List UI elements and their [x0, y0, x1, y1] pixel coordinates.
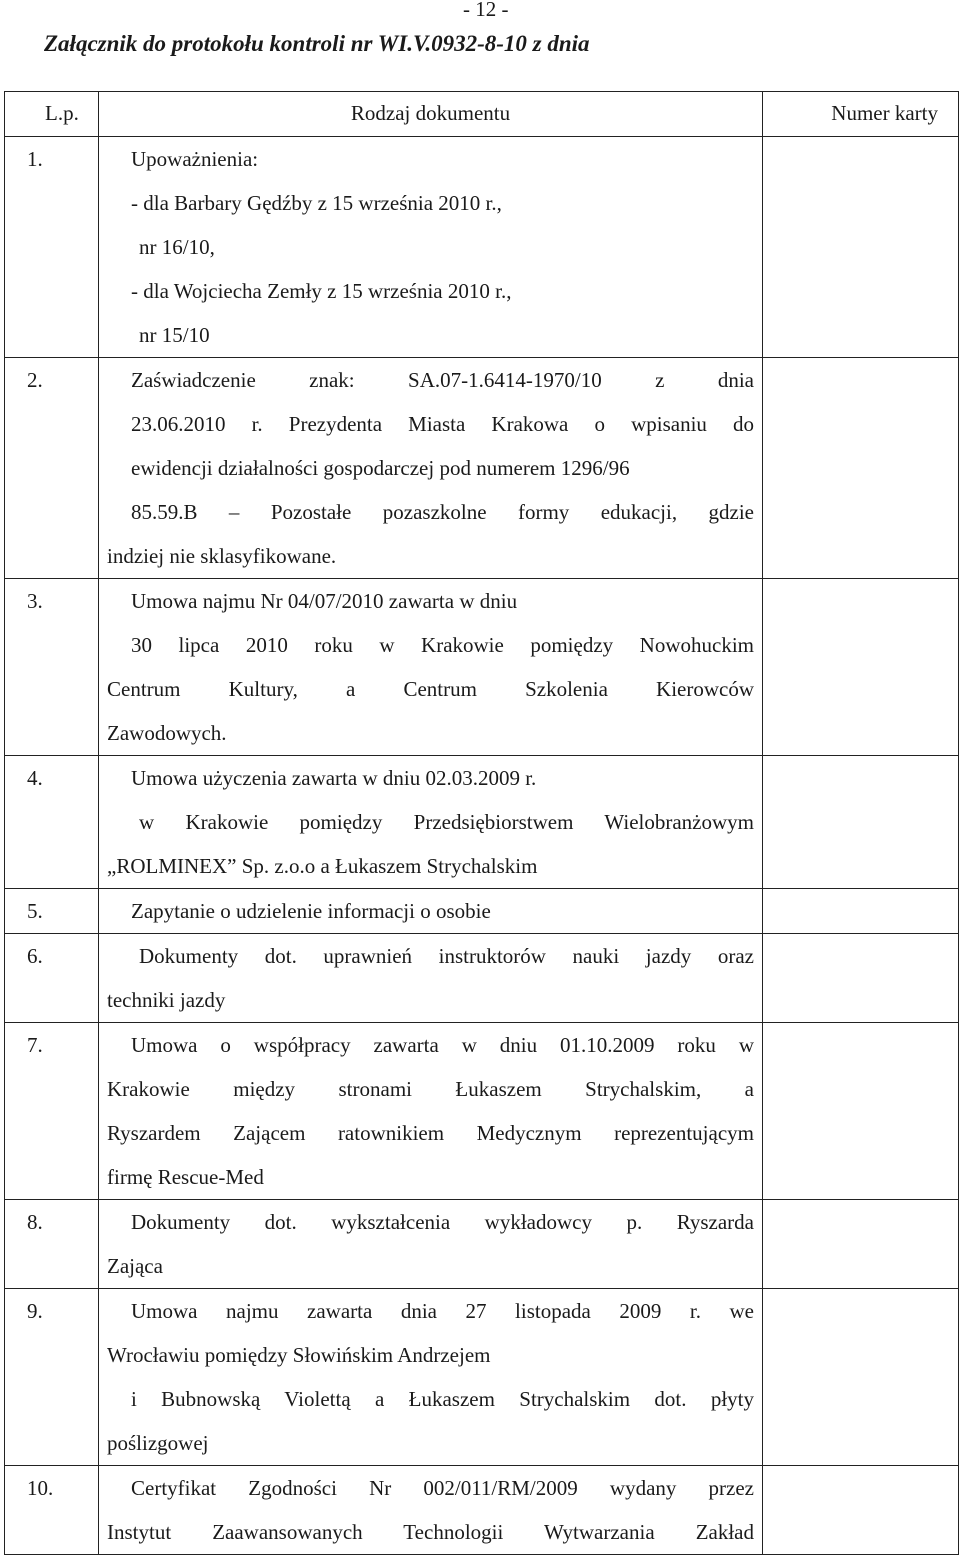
row-document — [99, 756, 763, 889]
table-row — [5, 579, 959, 756]
row-card-number — [763, 358, 959, 579]
row-card-number — [763, 1466, 959, 1555]
row-line: Zaświadczenie znak: SA.07-1.6414-1970/10 z dnia — [131, 368, 754, 392]
row-line: „ROLMINEX” Sp. z.o.o a Łukaszem Strychalskim — [107, 854, 538, 878]
row-card-number — [763, 934, 959, 1023]
row-line: Zapytanie o udzielenie informacji o osobie — [131, 899, 491, 923]
row-card-number — [763, 1200, 959, 1289]
row-card-number — [763, 579, 959, 756]
row-line: - dla Wojciecha Zemły z 15 września 2010 r., — [131, 279, 512, 303]
row-line: nr 15/10 — [139, 323, 210, 347]
table-row — [5, 934, 959, 1023]
documents-table — [4, 91, 959, 1555]
row-card-number — [763, 137, 959, 358]
document-title: Załącznik do protokołu kontroli nr WI.V.0932-8-10 z dnia — [44, 31, 590, 56]
row-line: i Bubnowską Violettą a Łukaszem Strychalskim dot. płyty — [131, 1387, 754, 1411]
table-row — [5, 358, 959, 579]
table-row — [5, 1023, 959, 1200]
row-line: firmę Rescue-Med — [107, 1165, 264, 1189]
table-row — [5, 137, 959, 358]
page-number: - 12 - — [463, 0, 509, 21]
row-lp: 5. — [5, 889, 99, 934]
table-row — [5, 1466, 959, 1555]
row-line: ewidencji działalności gospodarczej pod numerem 1296/96 — [131, 456, 630, 480]
row-card-number — [763, 1023, 959, 1200]
row-line: 23.06.2010 r. Prezydenta Miasta Krakowa o wpisaniu do — [131, 412, 754, 436]
row-line: Upoważnienia: — [131, 147, 259, 171]
row-line: techniki jazdy — [107, 988, 226, 1012]
row-document — [99, 934, 763, 1023]
row-lp: 7. — [5, 1023, 99, 1200]
row-lp: 4. — [5, 756, 99, 889]
row-line: poślizgowej — [107, 1431, 209, 1455]
table-row — [5, 889, 959, 934]
row-line: Umowa najmu Nr 04/07/2010 zawarta w dniu — [131, 589, 518, 613]
row-line: Zająca — [107, 1254, 163, 1278]
row-document — [99, 1466, 763, 1555]
row-line: indziej nie sklasyfikowane. — [107, 544, 337, 568]
row-line: Krakowie między stronami Łukaszem Strychalskim, a — [107, 1077, 754, 1101]
row-line: Centrum Kultury, a Centrum Szkolenia Kierowców — [107, 677, 754, 701]
header-document-type: Rodzaj dokumentu — [99, 92, 763, 137]
row-document — [99, 358, 763, 579]
row-line: Wrocławiu pomiędzy Słowińskim Andrzejem — [107, 1343, 491, 1367]
row-lp: 9. — [5, 1289, 99, 1466]
table-row — [5, 1200, 959, 1289]
row-card-number — [763, 889, 959, 934]
table-row — [5, 1289, 959, 1466]
row-lp: 8. — [5, 1200, 99, 1289]
table-row — [5, 756, 959, 889]
row-document — [99, 1200, 763, 1289]
row-line: Ryszardem Zającem ratownikiem Medycznym reprezentującym — [107, 1121, 754, 1145]
row-line: Umowa użyczenia zawarta w dniu 02.03.2009 r. — [131, 766, 537, 790]
row-line: Dokumenty dot. wykształcenia wykładowcy p. Ryszarda — [131, 1210, 754, 1234]
row-card-number — [763, 1289, 959, 1466]
row-lp: 2. — [5, 358, 99, 579]
row-lp: 3. — [5, 579, 99, 756]
row-line: nr 16/10, — [139, 235, 215, 259]
row-document — [99, 579, 763, 756]
row-line: - dla Barbary Gędźby z 15 września 2010 r., — [131, 191, 502, 215]
row-line: Umowa najmu zawarta dnia 27 listopada 2009 r. we — [131, 1299, 754, 1323]
row-document — [99, 1289, 763, 1466]
row-line: Instytut Zaawansowanych Technologii Wytwarzania Zakład — [107, 1520, 754, 1544]
row-lp: 6. — [5, 934, 99, 1023]
header-card-number: Numer karty — [763, 92, 959, 137]
row-line: 30 lipca 2010 roku w Krakowie pomiędzy Nowohuckim — [131, 633, 754, 657]
row-document — [99, 889, 763, 934]
row-card-number — [763, 756, 959, 889]
row-line: Dokumenty dot. uprawnień instruktorów nauki jazdy oraz — [139, 944, 754, 968]
row-line: 85.59.B – Pozostałe pozaszkolne formy edukacji, gdzie — [131, 500, 754, 524]
row-lp: 1. — [5, 137, 99, 358]
row-document — [99, 1023, 763, 1200]
row-line: Certyfikat Zgodności Nr 002/011/RM/2009 wydany przez — [131, 1476, 754, 1500]
row-document — [99, 137, 763, 358]
table-header-row — [5, 92, 959, 137]
row-lp: 10. — [5, 1466, 99, 1555]
row-line: Zawodowych. — [107, 721, 227, 745]
row-line: w Krakowie pomiędzy Przedsiębiorstwem Wielobranżowym — [139, 810, 754, 834]
row-line: Umowa o współpracy zawarta w dniu 01.10.2009 roku w — [131, 1033, 754, 1057]
header-lp: L.p. — [5, 92, 99, 137]
